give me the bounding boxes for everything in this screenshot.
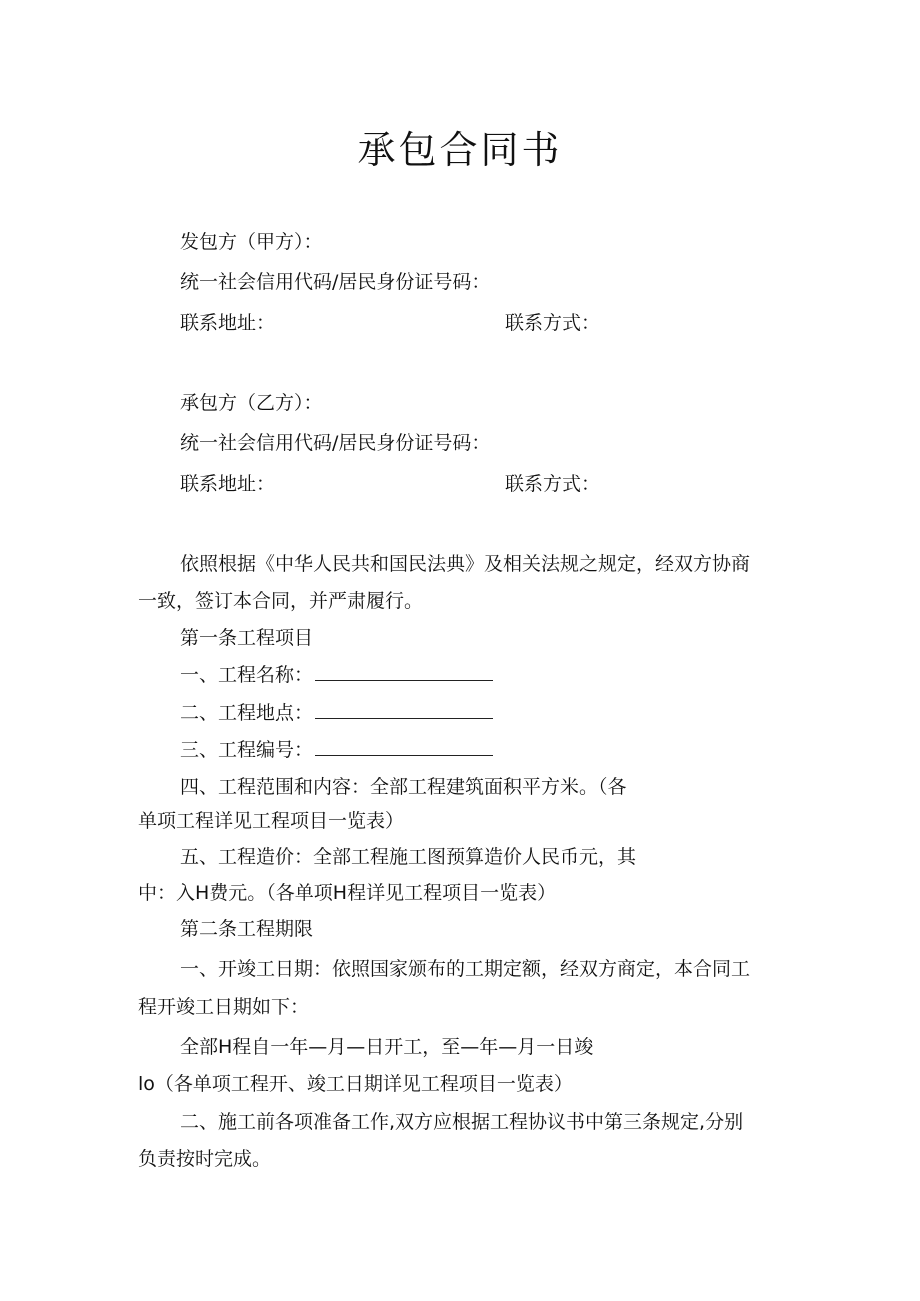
article-2-item-2-line-1: 二、施工前各项准备工作,双方应根据工程协议书中第三条规定,分别 bbox=[180, 1111, 744, 1133]
party-b-id-label: 统一社会信用代码/居民身份证号码： bbox=[180, 432, 491, 454]
article-1-item-4-line-1: 四、工程范围和内容：全部工程建筑面积平方米。（各 bbox=[180, 776, 627, 798]
party-b-contact-label: 联系方式： bbox=[505, 473, 601, 495]
project-name-label: 一、工程名称： bbox=[180, 664, 314, 686]
preamble-line-1: 依照根据《中华人民共和国民法典》及相关法规之规定，经双方协商 bbox=[180, 553, 751, 575]
article-1-item-1 bbox=[180, 661, 493, 689]
project-number-blank bbox=[315, 737, 493, 756]
article-1-item-4-line-2: 单项工程详见工程项目一览表） bbox=[138, 810, 405, 832]
document-title: 承包合同书 bbox=[357, 128, 563, 172]
party-a-contact-label: 联系方式： bbox=[505, 312, 601, 334]
article-2-heading: 第二条工程期限 bbox=[180, 918, 314, 940]
article-1-item-2 bbox=[180, 699, 493, 727]
article-2-item-2-line-2: 负责按时完成。 bbox=[138, 1148, 272, 1170]
article-2-item-1-line-2: 程开竣工日期如下： bbox=[138, 996, 310, 1018]
article-2-item-1-line-1: 一、开竣工日期：依照国家颁布的工期定额，经双方商定，本合同工 bbox=[180, 958, 751, 980]
project-name-blank bbox=[315, 662, 493, 681]
article-1-heading: 第一条工程项目 bbox=[180, 627, 314, 649]
article-2-schedule-line-2: lo（各单项工程开、竣工日期详见工程项目一览表） bbox=[138, 1073, 573, 1095]
party-a-address-label: 联系地址： bbox=[180, 312, 276, 334]
party-b-label: 承包方（乙方）： bbox=[180, 392, 323, 414]
party-a-label: 发包方（甲方）： bbox=[180, 231, 323, 253]
article-1-item-5-line-2: 中：入H费元。（各单项H程详见工程项目一览表） bbox=[138, 882, 557, 904]
project-location-blank bbox=[315, 700, 493, 719]
party-b-address-label: 联系地址： bbox=[180, 473, 276, 495]
article-1-item-5-line-1: 五、工程造价：全部工程施工图预算造价人民币元，其 bbox=[180, 846, 637, 868]
project-location-label: 二、工程地点： bbox=[180, 702, 314, 724]
article-1-item-3 bbox=[180, 736, 493, 764]
party-a-id-label: 统一社会信用代码/居民身份证号码： bbox=[180, 271, 491, 293]
project-number-label: 三、工程编号： bbox=[180, 739, 314, 761]
preamble-line-2: 一致，签订本合同，并严肃履行。 bbox=[138, 590, 424, 612]
article-2-schedule-line-1: 全部H程自一年—月—日开工，至—年—月一日竣 bbox=[180, 1036, 594, 1058]
